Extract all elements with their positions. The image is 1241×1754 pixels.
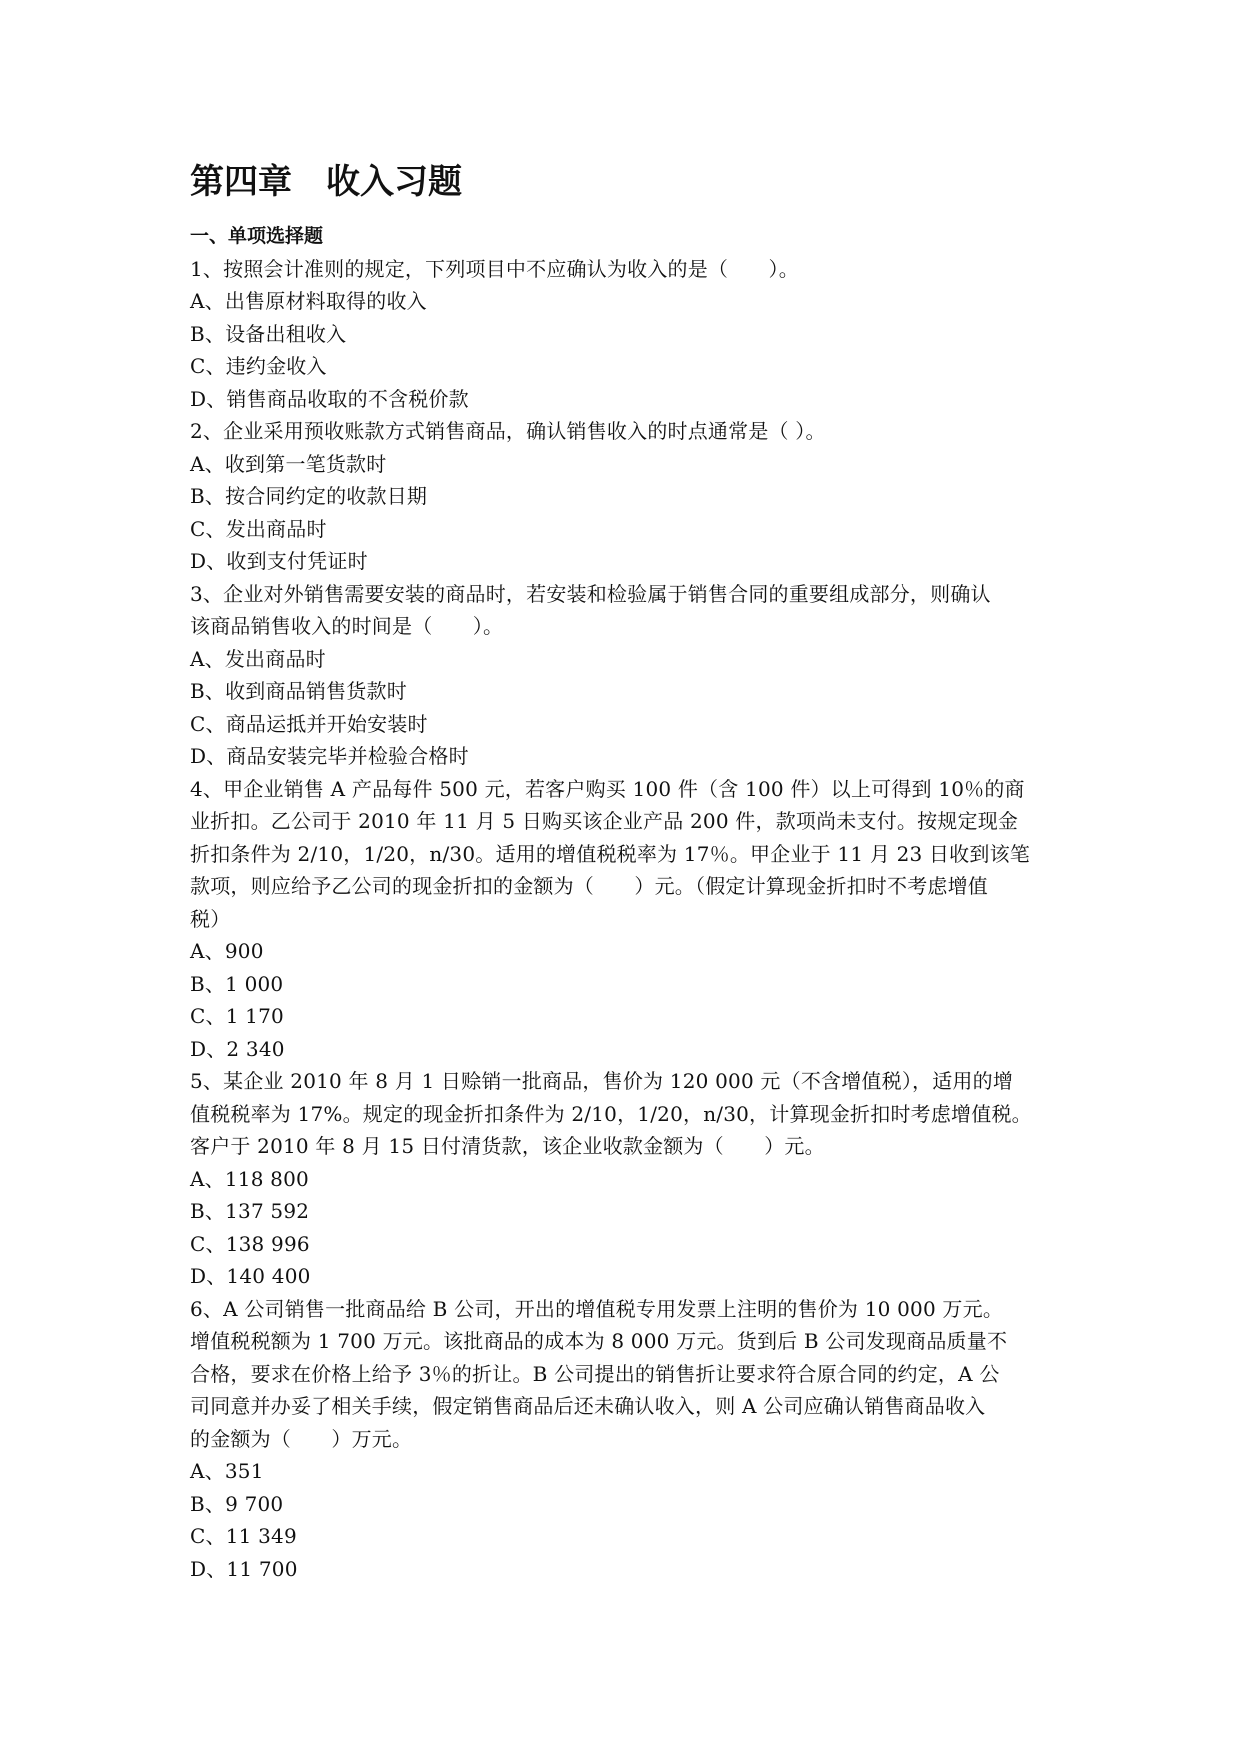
text-line: B、设备出租收入 [190,321,347,346]
text-line: B、9 700 [190,1491,284,1516]
text-line: 折扣条件为 2/10，1/20，n/30。适用的增值税税率为 17％。甲企业于 11 月 23 日收到该笔 [190,841,1030,866]
text-line: 1、按照会计准则的规定，下列项目中不应确认为收入的是（ ）。 [190,256,799,281]
text-line: B、137 592 [190,1199,310,1223]
text-line: A、351 [190,1459,264,1483]
document-content [190,160,1060,1585]
text-line: 增值税税额为 1 700 万元。该批商品的成本为 8 000 万元。货到后 B 公司发现商品质量不 [190,1329,1008,1353]
text-line: B、收到商品销售货款时 [190,679,407,703]
section-heading: 一、单项选择题 [190,225,324,247]
text-line: C、违约金收入 [190,354,327,378]
text-line: 业折扣。乙公司于 2010 年 11 月 5 日购买该企业产品 200 件，款项尚未支付。按规定现金 [190,809,1019,833]
text-line: D、140 400 [190,1264,311,1288]
text-line: B、按合同约定的收款日期 [190,484,428,508]
text-line: 司同意并办妥了相关手续，假定销售商品后还未确认收入，则 A 公司应确认销售商品收入 [190,1394,986,1418]
question-list [190,253,1060,1586]
text-line: C、138 996 [190,1231,310,1256]
text-line: 款项，则应给予乙公司的现金折扣的金额为（ ）元。（假定计算现金折扣时不考虑增值 [190,874,988,898]
text-line: A、900 [190,939,264,963]
text-line: D、收到支付凭证时 [190,549,368,573]
text-line: B、1 000 [190,971,284,996]
text-line: 2、企业采用预收账款方式销售商品，确认销售收入的时点通常是（ ）。 [190,419,826,443]
text-line: C、发出商品时 [190,516,327,541]
text-line: 值税税率为 17%。规定的现金折扣条件为 2/10，1/20，n/30，计算现金折扣时考虑增值税。 [190,1101,1032,1126]
text-line: C、商品运抵并开始安装时 [190,711,428,736]
text-line: 的金额为（ ）万元。 [190,1426,413,1451]
text-line: D、商品安装完毕并检验合格时 [190,744,469,768]
text-line: 客户于 2010 年 8 月 15 日付清货款，该企业收款金额为（ ）元。 [190,1134,825,1158]
text-line: A、收到第一笔货款时 [190,451,387,476]
text-line: 税） [190,906,231,931]
text-line: D、销售商品收取的不含税价款 [190,386,469,411]
text-line: 该商品销售收入的时间是（ ）。 [190,614,504,638]
text-line: 4、甲企业销售 A 产品每件 500 元，若客户购买 100 件（含 100 件）以上可得到 10％的商 [190,776,1025,801]
text-line: C、11 349 [190,1524,297,1548]
text-line: 3、企业对外销售需要安装的商品时，若安装和检验属于销售合同的重要组成部分，则确认 [190,581,991,606]
text-line: A、出售原材料取得的收入 [190,289,427,313]
text-line: 6、A 公司销售一批商品给 B 公司，开出的增值税专用发票上注明的售价为 10 000 万元。 [190,1296,1004,1321]
text-line: C、1 170 [190,1004,284,1028]
text-line: A、发出商品时 [190,646,326,671]
text-line: 5、某企业 2010 年 8 月 1 日赊销一批商品，售价为 120 000 元（不含增值税），适用的增 [190,1069,1014,1093]
text-line: 合格，要求在价格上给予 3％的折让。B 公司提出的销售折让要求符合原合同的约定，A 公 [190,1361,1000,1386]
text-line: A、118 800 [190,1166,309,1191]
text-line: D、11 700 [190,1556,298,1581]
text-line: D、2 340 [190,1036,285,1061]
chapter-title: 第四章 收入习题 [190,162,462,202]
